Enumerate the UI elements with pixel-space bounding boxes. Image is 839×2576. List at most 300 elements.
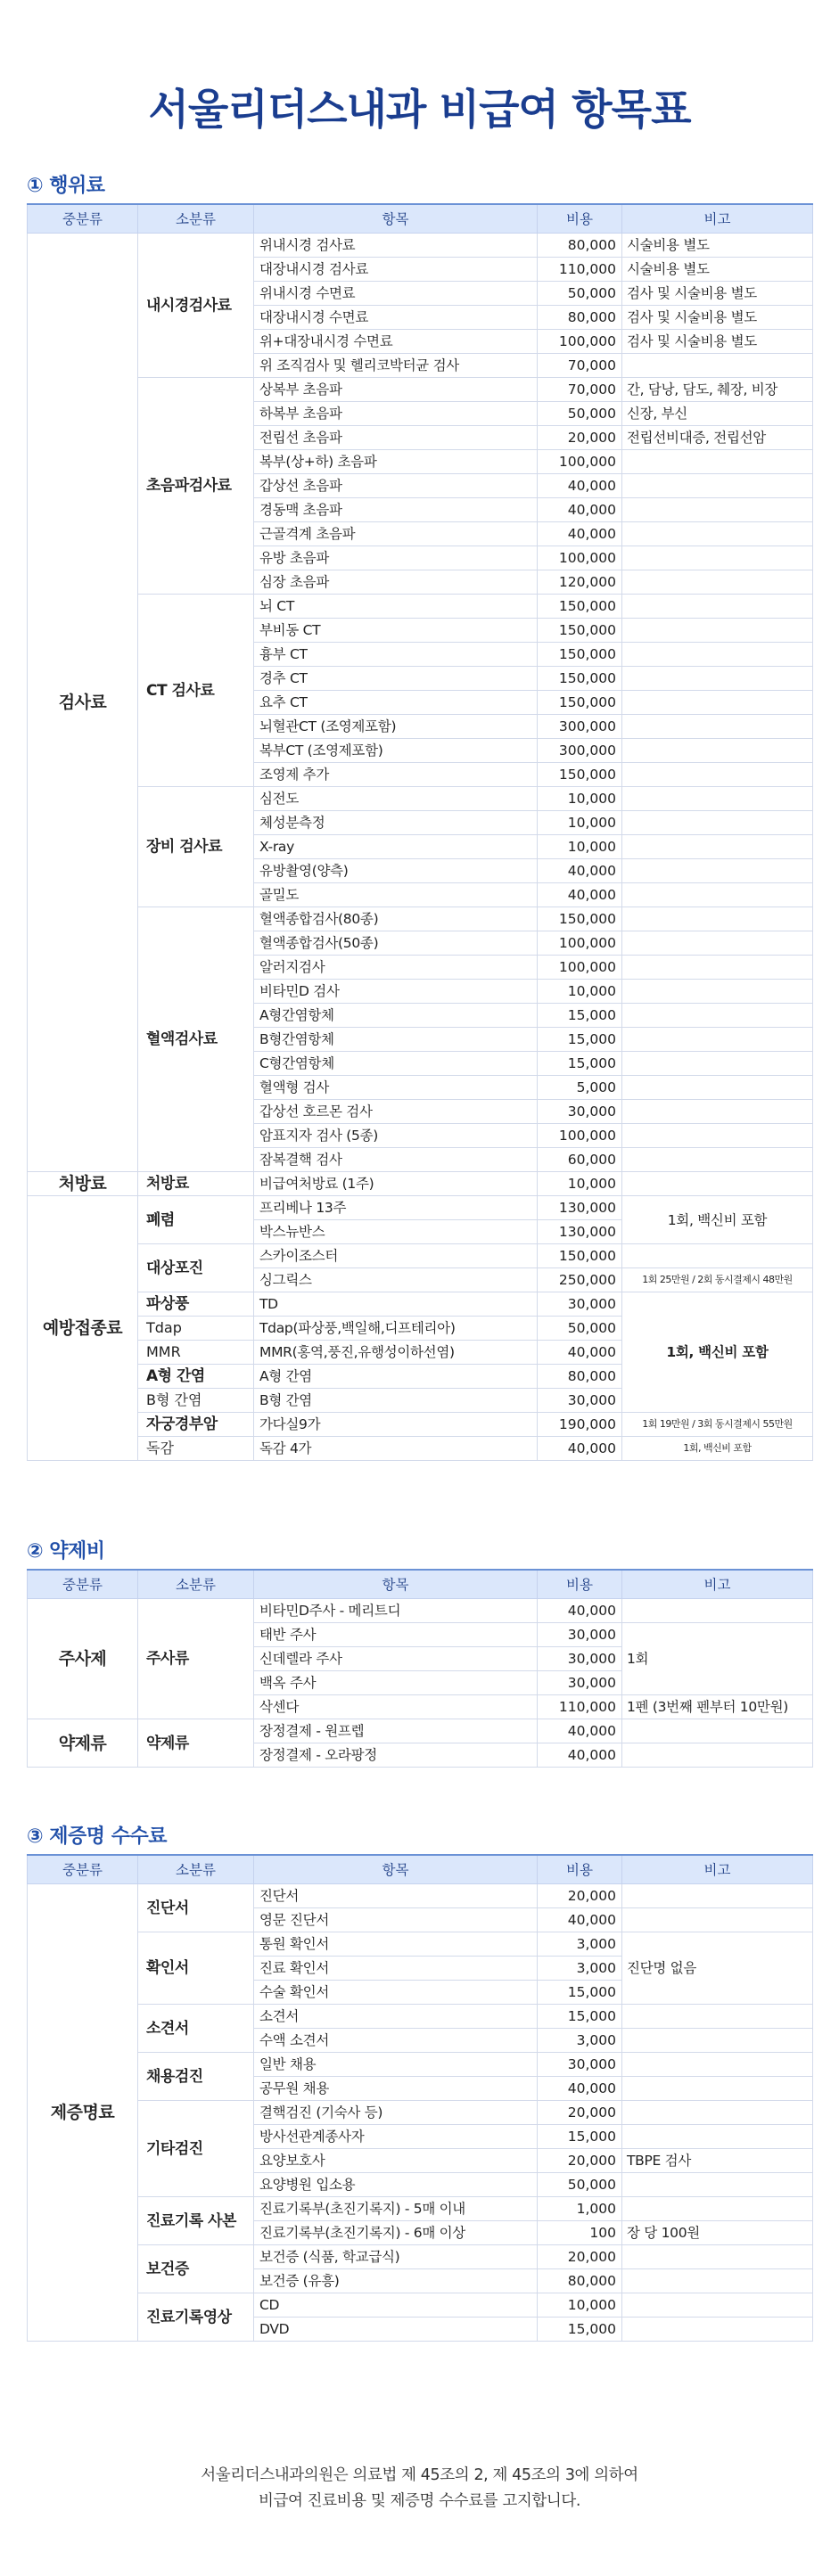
legal-notice-line: 비급여 진료비용 및 제증명 수수료를 고지합니다. [258,2492,581,2510]
item-cell: 독감 4가 [254,1437,538,1461]
item-cell: 장정결제 - 오라팡정 [254,1743,538,1768]
note-cell [622,739,813,763]
item-cell: MMR(홍역,풍진,유행성이하선염) [254,1341,538,1365]
note-cell [622,907,813,931]
item-cell: B형간염항체 [254,1028,538,1052]
subcategory-cell: 기타검진 [138,2101,254,2197]
cost-cell: 50,000 [538,282,622,306]
note-cell: 1회, 백신비 포함 [622,1196,813,1244]
item-cell: B형 간염 [254,1389,538,1413]
cost-cell: 40,000 [538,2077,622,2101]
header-category: 중분류 [28,1855,138,1884]
note-cell [622,570,813,595]
cost-cell: 110,000 [538,258,622,282]
cost-cell: 20,000 [538,426,622,450]
table-row [28,787,813,811]
item-cell: 일반 채용 [254,2053,538,2077]
cost-cell: 30,000 [538,1647,622,1671]
cost-cell: 30,000 [538,1292,622,1317]
note-cell [622,2318,813,2342]
cost-cell: 5,000 [538,1076,622,1100]
cost-cell: 40,000 [538,1719,622,1743]
cost-cell: 150,000 [538,667,622,691]
note-cell [622,1076,813,1100]
item-cell: 뇌 CT [254,595,538,619]
cost-cell: 80,000 [538,2269,622,2293]
note-cell [622,859,813,883]
note-cell [622,2245,813,2269]
note-cell [622,691,813,715]
item-cell: A형 간염 [254,1365,538,1389]
item-cell: 박스뉴반스 [254,1220,538,1244]
section-procedure-fees [27,169,812,1461]
item-cell: Tdap(파상풍,백일해,디프테리아) [254,1317,538,1341]
item-cell: 혈액형 검사 [254,1076,538,1100]
note-cell [622,2293,813,2318]
cost-cell: 10,000 [538,835,622,859]
cost-cell: 40,000 [538,1908,622,1932]
item-cell: 비급여처방료 (1주) [254,1172,538,1196]
item-cell: 뇌혈관CT (조영제포함) [254,715,538,739]
table-row [28,1244,813,1268]
note-cell [622,787,813,811]
note-cell [622,2053,813,2077]
table-row [28,1413,813,1437]
cost-cell: 40,000 [538,474,622,498]
note-cell [622,2101,813,2125]
table-row [28,1884,813,1908]
item-cell: 비타민D주사 - 메리트디 [254,1599,538,1623]
header-category: 중분류 [28,204,138,234]
cost-cell: 10,000 [538,811,622,835]
header-note: 비고 [622,1855,813,1884]
table-row [28,1719,813,1743]
item-cell: TD [254,1292,538,1317]
cost-cell: 80,000 [538,306,622,330]
item-cell: 장정결제 - 원프렙 [254,1719,538,1743]
cost-cell: 3,000 [538,1932,622,1957]
note-cell [622,498,813,522]
category-cell: 제증명료 [28,1884,138,2342]
note-cell: 검사 및 시술비용 별도 [622,306,813,330]
category-cell: 검사료 [28,234,138,1172]
cost-cell: 15,000 [538,2125,622,2149]
item-cell: 혈액종합검사(50종) [254,931,538,956]
note-cell [622,835,813,859]
note-cell [622,1884,813,1908]
cost-cell: 40,000 [538,859,622,883]
cost-cell: 40,000 [538,1437,622,1461]
cost-cell: 70,000 [538,378,622,402]
cost-cell: 40,000 [538,522,622,546]
note-cell [622,1004,813,1028]
cost-cell: 50,000 [538,1317,622,1341]
table-row [28,378,813,402]
header-cost: 비용 [538,204,622,234]
item-cell: DVD [254,2318,538,2342]
item-cell: 근골격계 초음파 [254,522,538,546]
item-cell: 위 조직검사 및 헬리코박터균 검사 [254,354,538,378]
cost-cell: 120,000 [538,570,622,595]
cost-cell: 50,000 [538,2173,622,2197]
table-row [28,907,813,931]
note-cell [622,2197,813,2221]
item-cell: 암표지자 검사 (5종) [254,1124,538,1148]
note-cell [622,1599,813,1623]
table-row [28,2101,813,2125]
cost-cell: 15,000 [538,2318,622,2342]
subcategory-cell: 자궁경부암 [138,1413,254,1437]
note-cell [622,619,813,643]
cost-cell: 30,000 [538,1389,622,1413]
cost-cell: 20,000 [538,2101,622,2125]
note-cell: 전립선비대증, 전립선암 [622,426,813,450]
item-cell: 수술 확인서 [254,1981,538,2005]
cost-cell: 40,000 [538,498,622,522]
item-cell: 삭센다 [254,1695,538,1719]
item-cell: 방사선관계종사자 [254,2125,538,2149]
table-row [28,1196,813,1220]
note-cell [622,1148,813,1172]
category-cell: 예방접종료 [28,1196,138,1461]
item-cell: 전립선 초음파 [254,426,538,450]
note-cell: 시술비용 별도 [622,234,813,258]
note-cell: 1회 [622,1623,813,1695]
cost-cell: 100 [538,2221,622,2245]
note-cell [622,667,813,691]
item-cell: 위내시경 검사료 [254,234,538,258]
cost-cell: 1,000 [538,2197,622,2221]
header-category: 중분류 [28,1570,138,1599]
note-cell [622,883,813,907]
cost-cell: 10,000 [538,2293,622,2318]
table-header-row [28,1570,813,1599]
item-cell: 비타민D 검사 [254,980,538,1004]
item-cell: 프리베나 13주 [254,1196,538,1220]
note-cell [622,811,813,835]
table-row [28,2053,813,2077]
item-cell: 진료기록부(초진기록지) - 5매 이내 [254,2197,538,2221]
note-cell: 1회 19만원 / 3회 동시결제시 55만원 [622,1413,813,1437]
cost-cell: 300,000 [538,739,622,763]
note-cell [622,931,813,956]
item-cell: 경추 CT [254,667,538,691]
subcategory-cell: 혈액검사료 [138,907,254,1172]
note-cell [622,522,813,546]
item-cell: 보건증 (유흥) [254,2269,538,2293]
note-cell: 1회, 백신비 포함 [622,1437,813,1461]
subcategory-cell: 약제류 [138,1719,254,1768]
subcategory-cell: MMR [138,1341,254,1365]
item-cell: 유방촬영(양측) [254,859,538,883]
table-row [28,2293,813,2318]
item-cell: 보건증 (식품, 학교급식) [254,2245,538,2269]
item-cell: 갑상선 초음파 [254,474,538,498]
item-cell: 갑상선 호르몬 검사 [254,1100,538,1124]
subcategory-cell: 초음파검사료 [138,378,254,595]
cost-cell: 15,000 [538,1052,622,1076]
item-cell: 수액 소견서 [254,2029,538,2053]
cost-cell: 150,000 [538,907,622,931]
subcategory-cell: 소견서 [138,2005,254,2053]
legal-notice [0,2463,839,2514]
item-cell: 위+대장내시경 수면료 [254,330,538,354]
table-row [28,2245,813,2269]
subcategory-cell: 진료기록 사본 [138,2197,254,2245]
cost-cell: 20,000 [538,1884,622,1908]
header-note: 비고 [622,1570,813,1599]
note-cell [622,763,813,787]
header-item: 항목 [254,1570,538,1599]
cost-cell: 100,000 [538,450,622,474]
note-cell [622,956,813,980]
note-cell: 검사 및 시술비용 별도 [622,282,813,306]
subcategory-cell: 내시경검사료 [138,234,254,378]
header-subcategory: 소분류 [138,1570,254,1599]
header-item: 항목 [254,1855,538,1884]
item-cell: 심장 초음파 [254,570,538,595]
table-row [28,595,813,619]
section-drug-fees [27,1535,812,1768]
drug-fee-table [27,1569,813,1768]
note-cell: 검사 및 시술비용 별도 [622,330,813,354]
item-cell: 위내시경 수면료 [254,282,538,306]
item-cell: 신데렐라 주사 [254,1647,538,1671]
item-cell: 하복부 초음파 [254,402,538,426]
item-cell: 진료기록부(초진기록지) - 6매 이상 [254,2221,538,2245]
subcategory-cell: B형 간염 [138,1389,254,1413]
note-cell [622,354,813,378]
table-row [28,1599,813,1623]
cost-cell: 10,000 [538,1172,622,1196]
item-cell: 유방 초음파 [254,546,538,570]
subcategory-cell: 대상포진 [138,1244,254,1292]
cost-cell: 20,000 [538,2245,622,2269]
note-cell: 장 당 100원 [622,2221,813,2245]
cost-cell: 40,000 [538,883,622,907]
note-cell [622,1719,813,1743]
cost-cell: 100,000 [538,330,622,354]
item-cell: 결핵검진 (기숙사 등) [254,2101,538,2125]
item-cell: 백옥 주사 [254,1671,538,1695]
legal-notice-line: 서울리더스내과의원은 의료법 제 45조의 2, 제 45조의 3에 의하여 [201,2466,638,2484]
subcategory-cell: A형 간염 [138,1365,254,1389]
item-cell: 영문 진단서 [254,1908,538,1932]
item-cell: C형간염항체 [254,1052,538,1076]
cost-cell: 150,000 [538,763,622,787]
item-cell: 흉부 CT [254,643,538,667]
header-cost: 비용 [538,1855,622,1884]
cost-cell: 10,000 [538,980,622,1004]
cost-cell: 100,000 [538,931,622,956]
table-row [28,2197,813,2221]
subcategory-cell: 보건증 [138,2245,254,2293]
table-row [28,1172,813,1196]
subcategory-cell: 진료기록영상 [138,2293,254,2342]
item-cell: 잠복결핵 검사 [254,1148,538,1172]
cost-cell: 30,000 [538,1100,622,1124]
cost-cell: 80,000 [538,234,622,258]
cost-cell: 70,000 [538,354,622,378]
cost-cell: 30,000 [538,2053,622,2077]
category-cell: 주사제 [28,1599,138,1719]
note-cell: 시술비용 별도 [622,258,813,282]
subcategory-cell: 주사류 [138,1599,254,1719]
cost-cell: 10,000 [538,787,622,811]
item-cell: 진료 확인서 [254,1957,538,1981]
section-certificate-fees [27,1820,812,2342]
subcategory-cell: 파상풍 [138,1292,254,1317]
cost-cell: 3,000 [538,1957,622,1981]
cost-cell: 3,000 [538,2029,622,2053]
item-cell: X-ray [254,835,538,859]
item-cell: CD [254,2293,538,2318]
note-cell [622,1172,813,1196]
note-cell [622,595,813,619]
subcategory-cell: 처방료 [138,1172,254,1196]
category-cell: 처방료 [28,1172,138,1196]
cost-cell: 15,000 [538,1028,622,1052]
note-cell [622,2269,813,2293]
header-subcategory: 소분류 [138,204,254,234]
note-cell [622,450,813,474]
table-row [28,234,813,258]
cost-cell: 40,000 [538,1341,622,1365]
note-cell [622,2077,813,2101]
table-row [28,1292,813,1317]
cost-cell: 40,000 [538,1743,622,1768]
cost-cell: 15,000 [538,2005,622,2029]
item-cell: 진단서 [254,1884,538,1908]
subcategory-cell: CT 검사료 [138,595,254,787]
item-cell: 심전도 [254,787,538,811]
subcategory-cell: 독감 [138,1437,254,1461]
header-item: 항목 [254,204,538,234]
cost-cell: 130,000 [538,1196,622,1220]
item-cell: 혈액종합검사(80종) [254,907,538,931]
item-cell: 복부CT (조영제포함) [254,739,538,763]
cost-cell: 150,000 [538,595,622,619]
cost-cell: 100,000 [538,956,622,980]
subcategory-cell: 채용검진 [138,2053,254,2101]
cost-cell: 20,000 [538,2149,622,2173]
item-cell: 대장내시경 수면료 [254,306,538,330]
item-cell: 소견서 [254,2005,538,2029]
note-cell [622,643,813,667]
cost-cell: 100,000 [538,1124,622,1148]
cost-cell: 150,000 [538,619,622,643]
note-cell: 간, 담낭, 담도, 췌장, 비장 [622,378,813,402]
note-cell [622,2029,813,2053]
note-cell [622,2005,813,2029]
section-title: ③ 제증명 수수료 [27,1825,167,1848]
cost-cell: 60,000 [538,1148,622,1172]
item-cell: 복부(상+하) 초음파 [254,450,538,474]
cost-cell: 150,000 [538,1244,622,1268]
header-note: 비고 [622,204,813,234]
header-subcategory: 소분류 [138,1855,254,1884]
item-cell: 상복부 초음파 [254,378,538,402]
cost-cell: 250,000 [538,1268,622,1292]
certificate-fee-table [27,1854,813,2342]
subcategory-cell: Tdap [138,1317,254,1341]
item-cell: 요양보호사 [254,2149,538,2173]
item-cell: 요양병원 입소용 [254,2173,538,2197]
note-cell [622,1908,813,1932]
table-row [28,2005,813,2029]
page-title: 서울리더스내과 비급여 항목표 [148,86,691,135]
note-cell [622,980,813,1004]
note-cell: 신장, 부신 [622,402,813,426]
note-cell [622,474,813,498]
note-cell [622,1028,813,1052]
table-row [28,1932,813,1957]
cost-cell: 30,000 [538,1671,622,1695]
item-cell: 대장내시경 검사료 [254,258,538,282]
subcategory-cell: 확인서 [138,1932,254,2005]
cost-cell: 150,000 [538,691,622,715]
table-header-row [28,1855,813,1884]
cost-cell: 40,000 [538,1599,622,1623]
note-cell: TBPE 검사 [622,2149,813,2173]
note-cell [622,715,813,739]
note-cell: 진단명 없음 [622,1932,813,2005]
cost-cell: 15,000 [538,1981,622,2005]
table-row [28,1437,813,1461]
item-cell: 가다실9가 [254,1413,538,1437]
note-cell: 1펜 (3번째 펜부터 10만원) [622,1695,813,1719]
item-cell: 골밀도 [254,883,538,907]
item-cell: 부비동 CT [254,619,538,643]
subcategory-cell: 진단서 [138,1884,254,1932]
cost-cell: 190,000 [538,1413,622,1437]
item-cell: 조영제 추가 [254,763,538,787]
note-cell [622,2173,813,2197]
item-cell: 스카이조스터 [254,1244,538,1268]
cost-cell: 150,000 [538,643,622,667]
item-cell: 통원 확인서 [254,1932,538,1957]
cost-cell: 100,000 [538,546,622,570]
procedure-fee-table [27,203,813,1461]
item-cell: 싱그릭스 [254,1268,538,1292]
item-cell: 체성분측정 [254,811,538,835]
cost-cell: 110,000 [538,1695,622,1719]
item-cell: 공무원 채용 [254,2077,538,2101]
table-header-row [28,204,813,234]
note-cell [622,1244,813,1268]
header-cost: 비용 [538,1570,622,1599]
note-cell: 1회, 백신비 포함 [622,1292,813,1413]
note-cell [622,1124,813,1148]
subcategory-cell: 장비 검사료 [138,787,254,907]
note-cell [622,1743,813,1768]
cost-cell: 50,000 [538,402,622,426]
subcategory-cell: 폐렴 [138,1196,254,1244]
cost-cell: 80,000 [538,1365,622,1389]
item-cell: A형간염항체 [254,1004,538,1028]
section-title: ① 행위료 [27,175,105,197]
category-cell: 약제류 [28,1719,138,1768]
note-cell [622,2125,813,2149]
item-cell: 경동맥 초음파 [254,498,538,522]
item-cell: 요추 CT [254,691,538,715]
item-cell: 알러지검사 [254,956,538,980]
note-cell [622,1052,813,1076]
section-title: ② 약제비 [27,1540,105,1563]
item-cell: 태반 주사 [254,1623,538,1647]
cost-cell: 15,000 [538,1004,622,1028]
cost-cell: 130,000 [538,1220,622,1244]
